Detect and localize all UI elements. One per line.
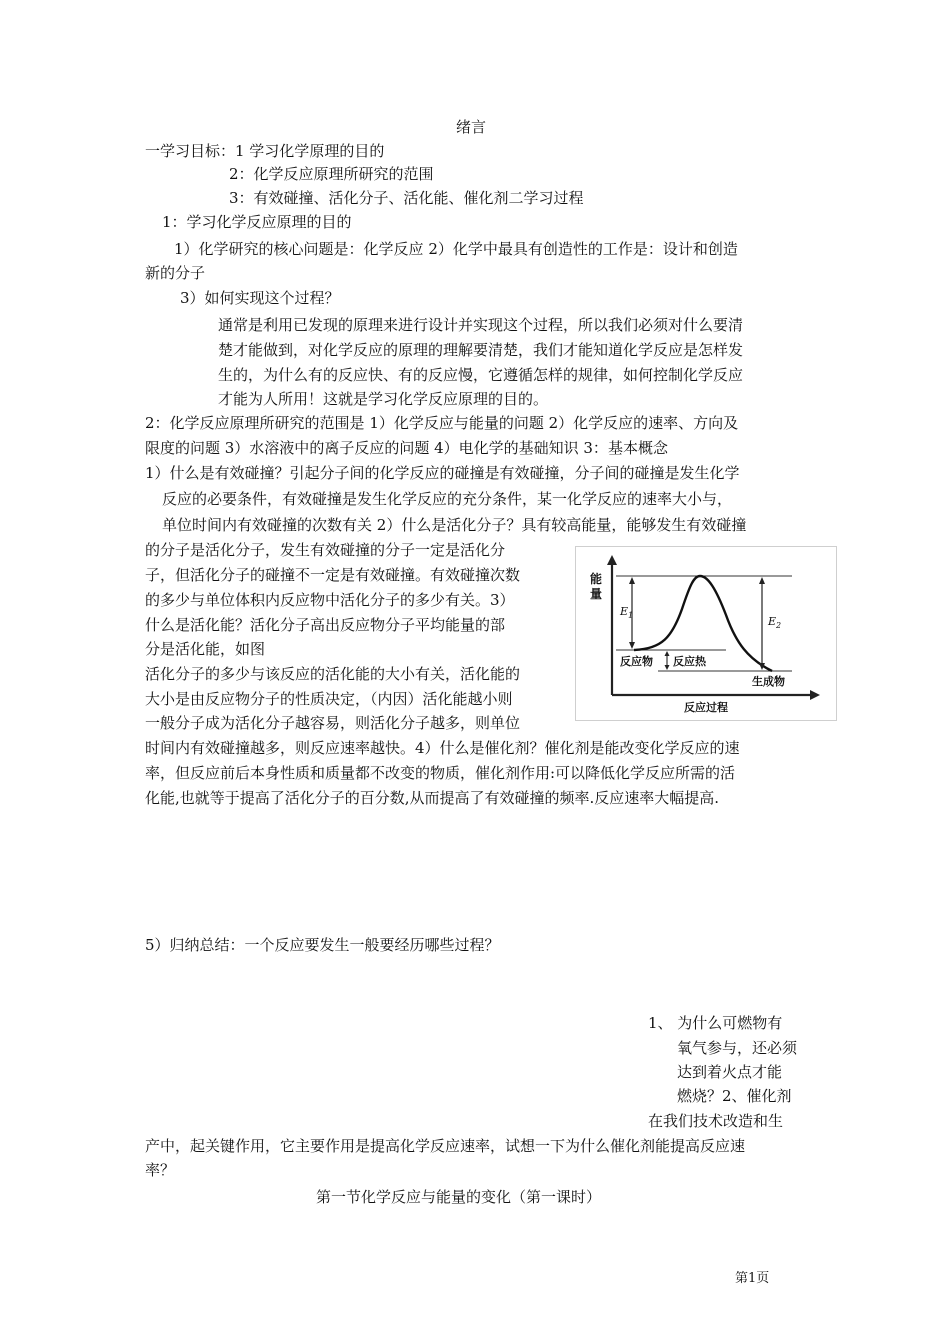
text-line: 时间内有效碰撞越多，则反应速率越快。4）什么是催化剂？催化剂是能改变化学反应的速	[145, 739, 740, 757]
heat-arrow-head-top	[665, 651, 670, 656]
y-axis-arrow	[607, 555, 617, 565]
e1-arrow-head-bottom	[629, 642, 635, 649]
text-line: 子，但活化分子的碰撞不一定是有效碰撞。有效碰撞次数	[145, 566, 521, 584]
e2-arrow-head-top	[759, 577, 765, 584]
text-line: 反应的必要条件，有效碰撞是发生化学反应的充分条件，某一化学反应的速率大小与，	[162, 490, 733, 508]
question-line: 达到着火点才能	[677, 1063, 783, 1081]
document-title: 绪言	[456, 118, 487, 136]
text-line: 3：有效碰撞、活化分子、活化能、催化剂二学习过程	[229, 189, 584, 207]
activation-energy-diagram	[575, 546, 837, 721]
question-line: 燃烧？2、催化剂	[677, 1087, 792, 1105]
heat-label: 反应热	[673, 655, 706, 668]
reactant-label: 反应物	[620, 655, 653, 668]
question-line: 1、 为什么可燃物有	[648, 1014, 783, 1032]
e1-label: $E_1$	[620, 605, 634, 620]
text-line: 限度的问题 3）水溶液中的离子反应的问题 4）电化学的基础知识 3：基本概念	[145, 439, 668, 457]
x-axis-label: 反应过程	[684, 701, 728, 714]
text-line: 一学习目标：1 学习化学原理的目的	[145, 142, 385, 160]
text-line: 化能,也就等于提高了活化分子的百分数,从而提高了有效碰撞的频率.反应速率大幅提高.	[145, 789, 720, 807]
section-heading: 1：学习化学反应原理的目的	[162, 213, 352, 231]
e1-arrow-head-top	[629, 577, 635, 584]
text-line: 才能为人所用！这就是学习化学反应原理的目的。	[218, 390, 549, 408]
e2-label: $E_2$	[768, 615, 782, 630]
text-line: 新的分子	[145, 264, 206, 282]
text-line: 生的，为什么有的反应快、有的反应慢，它遵循怎样的规律，如何控制化学反应	[218, 366, 744, 384]
text-line: 5）归纳总结：一个反应要发生一般要经历哪些过程？	[145, 936, 500, 954]
energy-diagram-svg	[576, 547, 836, 720]
text-line: 3）如何实现这个过程？	[180, 289, 340, 307]
text-line: 2：化学反应原理所研究的范围是 1）化学反应与能量的问题 2）化学反应的速率、方向及	[145, 414, 739, 432]
question-line: 产中，起关键作用，它主要作用是提高化学反应速率，试想一下为什么催化剂能提高反应速	[145, 1137, 746, 1155]
text-line: 率，但反应前后本身性质和质量都不改变的物质，催化剂作用:可以降低化学反应所需的活	[145, 764, 736, 782]
question-line: 氧气参与，还必须	[677, 1039, 798, 1057]
product-label: 生成物	[752, 675, 785, 688]
heat-arrow-head-bottom	[665, 665, 670, 670]
text-line: 的分子是活化分子，发生有效碰撞的分子一定是活化分	[145, 541, 506, 559]
text-line: 分是活化能，如图	[145, 640, 266, 658]
question-line: 率？	[145, 1161, 176, 1179]
text-line: 1）什么是有效碰撞？引起分子间的化学反应的碰撞是有效碰撞，分子间的碰撞是发生化学	[145, 464, 740, 482]
text-line: 楚才能做到，对化学反应的原理的理解要清楚，我们才能知道化学反应是怎样发	[218, 341, 744, 359]
text-line: 一般分子成为活化分子越容易，则活化分子越多，则单位	[145, 714, 521, 732]
y-axis-label-2: 量	[590, 587, 603, 601]
text-line: 大小是由反应物分子的性质决定，（内因）活化能越小则	[145, 690, 513, 708]
text-line: 什么是活化能？活化分子高出反应物分子平均能量的部	[145, 616, 506, 634]
text-line: 1）化学研究的核心问题是：化学反应 2）化学中最具有创造性的工作是：设计和创造	[174, 240, 738, 258]
text-line: 2：化学反应原理所研究的范围	[229, 165, 434, 183]
question-line: 在我们技术改造和生	[648, 1112, 784, 1130]
page-number: 第1页	[735, 1271, 770, 1286]
y-axis-label-1: 能	[590, 572, 603, 586]
x-axis-arrow	[810, 690, 820, 700]
text-line: 通常是利用已发现的原理来进行设计并实现这个过程，所以我们必须对什么要清	[218, 316, 744, 334]
text-line: 单位时间内有效碰撞的次数有关 2）什么是活化分子？具有较高能量，能够发生有效碰撞	[162, 516, 747, 534]
text-line: 的多少与单位体积内反应物中活化分子的多少有关。3）	[145, 591, 515, 609]
section-title: 第一节化学反应与能量的变化（第一课时）	[316, 1188, 602, 1206]
text-line: 活化分子的多少与该反应的活化能的大小有关，活化能的	[145, 665, 521, 683]
